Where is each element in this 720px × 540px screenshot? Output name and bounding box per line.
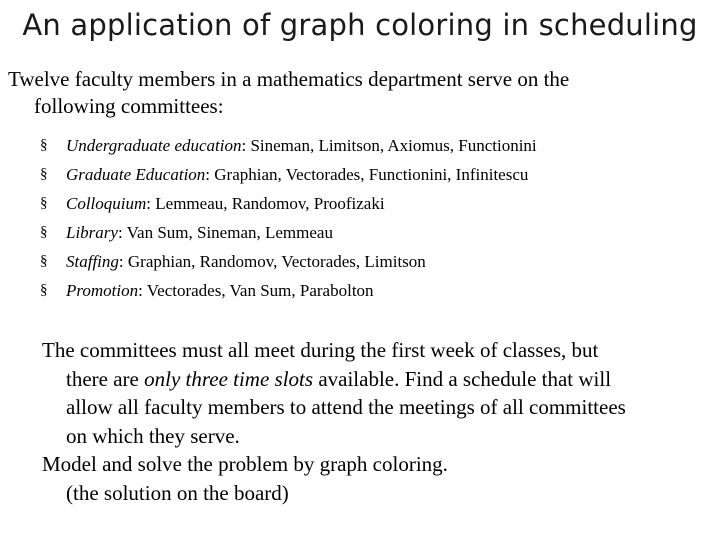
committee-name: Undergraduate education bbox=[66, 136, 242, 155]
bullet-icon: § bbox=[40, 166, 48, 182]
paragraph-line-6: (the solution on the board) bbox=[66, 480, 289, 505]
committee-members: : Sineman, Limitson, Axiomus, Functionini bbox=[241, 136, 537, 155]
committee-name: Colloquium bbox=[66, 194, 147, 213]
list-item bbox=[40, 218, 710, 247]
committee-members: : Lemmeau, Randomov, Proofizaki bbox=[146, 194, 385, 213]
committee-name: Staffing bbox=[66, 252, 119, 271]
list-item bbox=[40, 247, 710, 276]
committee-name: Graduate Education bbox=[66, 165, 206, 184]
list-item bbox=[40, 131, 710, 160]
bullet-icon: § bbox=[40, 137, 48, 153]
list-item bbox=[40, 189, 710, 218]
bullet-icon: § bbox=[40, 195, 48, 211]
paragraph-text: available. Find a schedule that will bbox=[313, 366, 612, 391]
list-item bbox=[40, 160, 710, 189]
paragraph-line-2 bbox=[42, 365, 712, 394]
committee-name: Library bbox=[66, 223, 118, 242]
paragraph-line-4: on which they serve. bbox=[66, 423, 240, 448]
problem-paragraph bbox=[42, 336, 712, 507]
bullet-icon: § bbox=[40, 253, 48, 269]
committee-members: : Van Sum, Sineman, Lemmeau bbox=[117, 223, 333, 242]
bullet-icon: § bbox=[40, 224, 48, 240]
committee-list bbox=[40, 131, 710, 305]
intro-line-1: Twelve faculty members in a mathematics department serve on the bbox=[8, 67, 570, 91]
paragraph-line-5: Model and solve the problem by graph coloring. bbox=[42, 452, 448, 476]
slide-title: An application of graph coloring in scheduling bbox=[22, 8, 698, 42]
bullet-icon: § bbox=[40, 282, 48, 298]
intro-line-2: following committees: bbox=[34, 94, 224, 118]
emphasis-text: only three time slots bbox=[144, 366, 314, 391]
committee-members: : Graphian, Randomov, Vectorades, Limitson bbox=[118, 252, 426, 271]
paragraph-text: there are bbox=[66, 366, 145, 391]
list-item bbox=[40, 276, 710, 305]
paragraph-line-1: The committees must all meet during the first week of classes, but bbox=[42, 338, 599, 362]
intro-text bbox=[8, 66, 708, 120]
paragraph-line-3: allow all faculty members to attend the meetings of all committees bbox=[66, 395, 626, 419]
committee-members: : Graphian, Vectorades, Functionini, Infinitescu bbox=[205, 165, 529, 184]
committee-name: Promotion bbox=[66, 281, 139, 300]
committee-members: : Vectorades, Van Sum, Parabolton bbox=[138, 281, 374, 300]
